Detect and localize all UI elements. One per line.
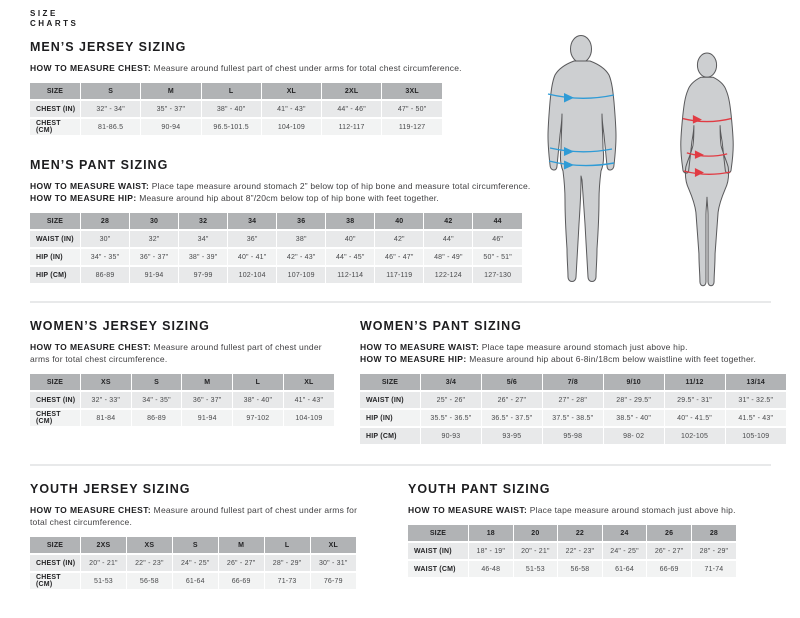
size-column-label: SIZE (30, 374, 81, 391)
size-value-cell: 71-73 (264, 572, 310, 590)
table-row (30, 118, 442, 136)
size-value-cell: 40" (326, 230, 375, 248)
size-value-cell: 50" - 51" (473, 248, 522, 266)
size-header-cell: S (81, 83, 141, 100)
row-label: HIP (IN) (30, 248, 81, 266)
row-label: CHEST (IN) (30, 554, 81, 572)
size-value-cell: 66-69 (218, 572, 264, 590)
table-row (30, 248, 522, 266)
size-value-cell: 117-119 (375, 266, 424, 284)
youth-pant-size-table (408, 525, 736, 579)
section-divider (30, 301, 771, 303)
size-value-cell: 26" - 27" (647, 542, 692, 560)
size-value-cell: 46-48 (469, 560, 514, 578)
size-header-cell: 20 (513, 525, 558, 542)
womens-jersey-size-table (30, 374, 334, 428)
section-womens-pant (360, 319, 788, 446)
table-header-row (30, 374, 334, 391)
table-header-row (360, 374, 786, 391)
row-label: CHEST (IN) (30, 391, 81, 409)
size-value-cell: 24" - 25" (602, 542, 647, 560)
size-value-cell: 31" - 32.5" (725, 391, 786, 409)
section-heading: WOMEN’S PANT SIZING (360, 319, 522, 333)
size-value-cell: 37.5" - 38.5" (542, 409, 603, 427)
size-value-cell: 26" - 27" (218, 554, 264, 572)
size-header-cell: XS (126, 537, 172, 554)
size-header-cell: 3/4 (421, 374, 482, 391)
size-value-cell: 95-98 (542, 427, 603, 445)
size-value-cell: 20" - 21" (81, 554, 127, 572)
howto-measure-chest: HOW TO MEASURE CHEST: Measure around fullest part of chest under arms for total chest circumference. (30, 505, 358, 527)
size-header-cell: 44 (473, 213, 522, 230)
table-row (30, 572, 356, 590)
measurement-figures (536, 34, 771, 296)
size-value-cell: 90-93 (421, 427, 482, 445)
size-value-cell: 56-58 (126, 572, 172, 590)
size-value-cell: 29.5" - 31" (664, 391, 725, 409)
row-label: HIP (IN) (360, 409, 421, 427)
table-header-row (30, 537, 356, 554)
size-value-cell: 105-109 (725, 427, 786, 445)
male-silhouette-figure (536, 34, 626, 292)
size-column-label: SIZE (30, 537, 81, 554)
size-value-cell: 30" - 31" (310, 554, 356, 572)
size-value-cell: 38" - 40" (201, 100, 261, 118)
row-label: HIP (CM) (360, 427, 421, 445)
size-value-cell: 22" - 23" (126, 554, 172, 572)
size-value-cell: 44" (424, 230, 473, 248)
size-header-cell: 13/14 (725, 374, 786, 391)
size-value-cell: 112-114 (326, 266, 375, 284)
table-row (360, 409, 786, 427)
section-youth-pant (408, 482, 748, 579)
size-value-cell: 38.5" - 40" (603, 409, 664, 427)
row-label: WAIST (CM) (408, 560, 469, 578)
size-header-cell: 3XL (382, 83, 442, 100)
size-value-cell: 42" - 43" (277, 248, 326, 266)
howto-measure-chest: HOW TO MEASURE CHEST: Measure around fullest part of chest under arms for total chest circumference. (30, 342, 322, 364)
size-header-cell: 38 (326, 213, 375, 230)
size-column-label: SIZE (30, 83, 81, 100)
size-header-cell: XL (310, 537, 356, 554)
size-header-cell: 40 (375, 213, 424, 230)
mens-jersey-size-table (30, 83, 442, 137)
size-value-cell: 44" - 45" (326, 248, 375, 266)
size-value-cell: 81-84 (81, 409, 132, 427)
row-label: CHEST (CM) (30, 409, 81, 427)
size-value-cell: 98- 02 (603, 427, 664, 445)
size-value-cell: 102-104 (228, 266, 277, 284)
size-value-cell: 26" - 27" (481, 391, 542, 409)
size-value-cell: 107-109 (277, 266, 326, 284)
size-header-cell: L (264, 537, 310, 554)
size-header-cell: L (233, 374, 284, 391)
row-label: HIP (CM) (30, 266, 81, 284)
size-value-cell: 93-95 (481, 427, 542, 445)
size-header-cell: 28 (81, 213, 130, 230)
page-title-line2: CHARTS (30, 19, 79, 28)
size-value-cell: 61-64 (602, 560, 647, 578)
size-value-cell: 96.5-101.5 (201, 118, 261, 136)
page-title-line1: SIZE (30, 9, 58, 18)
size-value-cell: 127-130 (473, 266, 522, 284)
size-header-cell: 36 (277, 213, 326, 230)
size-header-cell: S (131, 374, 182, 391)
size-header-cell: 2XS (81, 537, 127, 554)
size-value-cell: 47" - 50" (382, 100, 442, 118)
male-head (571, 36, 592, 63)
size-value-cell: 38" (277, 230, 326, 248)
size-header-cell: 11/12 (664, 374, 725, 391)
table-row (30, 230, 522, 248)
size-value-cell: 24" - 25" (172, 554, 218, 572)
size-value-cell: 81-86.5 (81, 118, 141, 136)
size-value-cell: 32" - 34" (81, 100, 141, 118)
size-column-label: SIZE (360, 374, 421, 391)
size-value-cell: 41" - 43" (283, 391, 334, 409)
section-heading: YOUTH PANT SIZING (408, 482, 551, 496)
size-header-cell: 32 (179, 213, 228, 230)
size-value-cell: 36" - 37" (182, 391, 233, 409)
size-value-cell: 28" - 29.5" (603, 391, 664, 409)
size-value-cell: 34" (179, 230, 228, 248)
size-value-cell: 44" - 46" (322, 100, 382, 118)
size-value-cell: 36.5" - 37.5" (481, 409, 542, 427)
size-value-cell: 36" (228, 230, 277, 248)
size-value-cell: 91-94 (130, 266, 179, 284)
page-title (30, 9, 78, 29)
size-header-cell: M (141, 83, 201, 100)
size-value-cell: 112-117 (322, 118, 382, 136)
table-row (30, 391, 334, 409)
size-value-cell: 122-124 (424, 266, 473, 284)
female-silhouette-figure (668, 52, 746, 290)
size-value-cell: 28" - 29" (691, 542, 736, 560)
howto-measure-hip: HOW TO MEASURE HIP: (360, 354, 467, 364)
size-value-cell: 76-79 (310, 572, 356, 590)
howto-measure-waist: HOW TO MEASURE WAIST: Place tape measure around stomach just above hip. HOW TO MEASURE HIP: Measure around hip about 6-8in/18cm below waistline with feet together. (360, 342, 757, 364)
size-header-cell: 30 (130, 213, 179, 230)
table-row (30, 554, 356, 572)
section-heading: MEN’S PANT SIZING (30, 158, 169, 172)
size-header-cell: M (218, 537, 264, 554)
female-head (697, 53, 716, 77)
youth-jersey-size-table (30, 537, 356, 591)
size-value-cell: 32" (130, 230, 179, 248)
size-value-cell: 66-69 (647, 560, 692, 578)
size-value-cell: 41" - 43" (261, 100, 321, 118)
size-value-cell: 32" - 33" (81, 391, 132, 409)
table-header-row (30, 83, 442, 100)
section-divider (30, 464, 771, 466)
size-column-label: SIZE (30, 213, 81, 230)
table-row (408, 542, 736, 560)
section-womens-jersey (30, 319, 342, 428)
size-value-cell: 48" - 49" (424, 248, 473, 266)
size-value-cell: 20" - 21" (513, 542, 558, 560)
male-body (548, 61, 616, 282)
section-heading: YOUTH JERSEY SIZING (30, 482, 191, 496)
table-header-row (30, 213, 522, 230)
size-header-cell: 7/8 (542, 374, 603, 391)
mens-pant-size-table (30, 213, 522, 285)
size-value-cell: 102-105 (664, 427, 725, 445)
size-header-cell: 5/6 (481, 374, 542, 391)
size-value-cell: 27" - 28" (542, 391, 603, 409)
row-label: WAIST (IN) (408, 542, 469, 560)
row-label: WAIST (IN) (360, 391, 421, 409)
size-header-cell: 26 (647, 525, 692, 542)
size-value-cell: 35.5" - 36.5" (421, 409, 482, 427)
size-value-cell: 34" - 35" (81, 248, 130, 266)
size-value-cell: 91-94 (182, 409, 233, 427)
size-header-cell: XL (283, 374, 334, 391)
size-value-cell: 119-127 (382, 118, 442, 136)
size-value-cell: 90-94 (141, 118, 201, 136)
table-row (30, 409, 334, 427)
size-value-cell: 30" (81, 230, 130, 248)
size-header-cell: 42 (424, 213, 473, 230)
size-value-cell: 28" - 29" (264, 554, 310, 572)
size-value-cell: 35" - 37" (141, 100, 201, 118)
section-heading: MEN’S JERSEY SIZING (30, 40, 187, 54)
size-header-cell: 34 (228, 213, 277, 230)
size-header-cell: 22 (558, 525, 603, 542)
section-youth-jersey (30, 482, 370, 591)
size-value-cell: 42" (375, 230, 424, 248)
size-value-cell: 51-53 (81, 572, 127, 590)
size-value-cell: 38" - 40" (233, 391, 284, 409)
size-value-cell: 86-89 (131, 409, 182, 427)
female-body (681, 77, 733, 286)
size-value-cell: 97-102 (233, 409, 284, 427)
size-value-cell: 22" - 23" (558, 542, 603, 560)
size-value-cell: 56-58 (558, 560, 603, 578)
size-column-label: SIZE (408, 525, 469, 542)
size-value-cell: 71-74 (691, 560, 736, 578)
size-value-cell: 40" - 41.5" (664, 409, 725, 427)
howto-measure-hip: HOW TO MEASURE HIP: (30, 193, 137, 203)
size-header-cell: 18 (469, 525, 514, 542)
size-value-cell: 38" - 39" (179, 248, 228, 266)
table-header-row (408, 525, 736, 542)
table-row (360, 391, 786, 409)
size-header-cell: XL (261, 83, 321, 100)
size-header-cell: S (172, 537, 218, 554)
size-value-cell: 41.5" - 43" (725, 409, 786, 427)
size-value-cell: 97-99 (179, 266, 228, 284)
size-value-cell: 86-89 (81, 266, 130, 284)
size-header-cell: 9/10 (603, 374, 664, 391)
table-row (360, 427, 786, 445)
size-value-cell: 18" - 19" (469, 542, 514, 560)
size-value-cell: 34" - 35" (131, 391, 182, 409)
table-row (408, 560, 736, 578)
howto-measure-waist: HOW TO MEASURE WAIST: Place tape measure around stomach just above hip. (408, 505, 736, 515)
size-header-cell: L (201, 83, 261, 100)
section-heading: WOMEN’S JERSEY SIZING (30, 319, 210, 333)
size-header-cell: 24 (602, 525, 647, 542)
row-label: CHEST (IN) (30, 100, 81, 118)
row-label: CHEST (CM) (30, 118, 81, 136)
size-header-cell: XS (81, 374, 132, 391)
size-value-cell: 46" - 47" (375, 248, 424, 266)
table-row (30, 100, 442, 118)
size-value-cell: 51-53 (513, 560, 558, 578)
size-value-cell: 104-109 (261, 118, 321, 136)
size-value-cell: 36" - 37" (130, 248, 179, 266)
table-row (30, 266, 522, 284)
howto-measure-chest: HOW TO MEASURE CHEST: Measure around fullest part of chest under arms for total chest circumference. (30, 63, 462, 73)
womens-pant-size-table (360, 374, 786, 446)
size-header-cell: 28 (691, 525, 736, 542)
row-label: CHEST (CM) (30, 572, 81, 590)
howto-measure-waist: HOW TO MEASURE WAIST: Place tape measure around stomach 2” below top of hip bone and measure total circumference. HOW TO MEASURE HIP: Measure around hip about 8”/20cm below top of hip bone with feet together. (30, 181, 531, 203)
row-label: WAIST (IN) (30, 230, 81, 248)
size-header-cell: 2XL (322, 83, 382, 100)
size-value-cell: 25" - 26" (421, 391, 482, 409)
size-value-cell: 104-109 (283, 409, 334, 427)
size-header-cell: M (182, 374, 233, 391)
size-value-cell: 61-64 (172, 572, 218, 590)
size-value-cell: 46" (473, 230, 522, 248)
size-value-cell: 40" - 41" (228, 248, 277, 266)
